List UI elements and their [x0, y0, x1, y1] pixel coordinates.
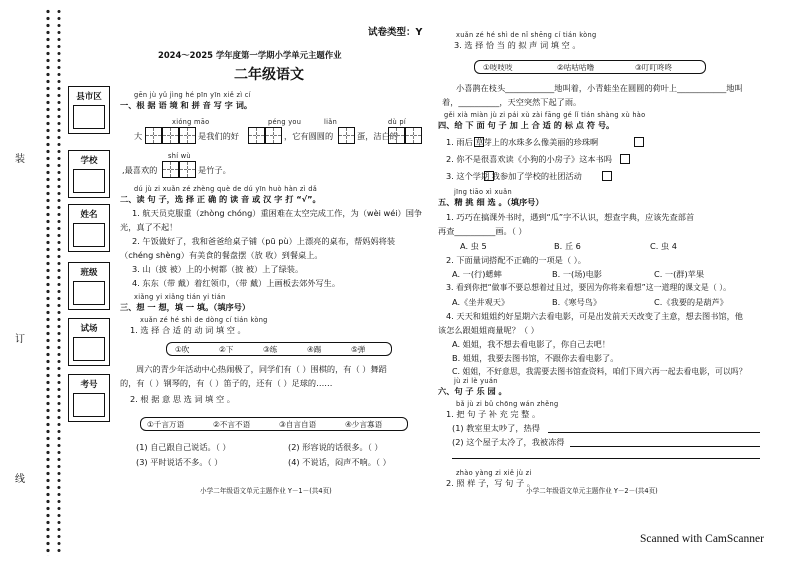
s1-l1-d: 蛋，洁白的 — [357, 131, 398, 141]
s5-q3-opt[interactable]: A.《坐井观天》 — [452, 297, 510, 307]
answer-line[interactable] — [548, 431, 760, 433]
s1-word-py-3: liǎn — [324, 118, 338, 126]
s5-q1-opt[interactable]: C. 虫 4 — [650, 241, 677, 251]
s1-l2-a: ,最喜欢的 — [122, 165, 158, 175]
onomatopoeia-option-1: ①吱吱吱 — [483, 63, 513, 72]
s3-para3-line: 小喜鹊在枝头____________地叫着，小青蛙坐在圆圆的荷叶上____________地叫 — [456, 83, 743, 93]
s3-sub1: 1. 选 择 合 适 的 动 词 填 空 。 — [130, 325, 246, 335]
tian-box[interactable] — [265, 127, 282, 144]
s3-sub1-py: xuǎn zé hé shì de dòng cí tián kòng — [140, 316, 268, 324]
s1-l2-b: 是竹子。 — [198, 165, 231, 175]
field-room: 试场 — [68, 318, 110, 366]
s2-pinyin: dú jù zi xuǎn zé zhèng què de dú yīn huò hàn zì dǎ — [134, 185, 318, 193]
s5-q4-opt[interactable]: B. 姐姐，我要去图书馆，不跟你去看电影了。 — [452, 353, 619, 363]
s2-heading: 二、读 句 子，选 择 正 确 的 读 音 或 汉 字 打 “√”。 — [120, 194, 321, 204]
s5-q2-opt[interactable]: A. 一(行)蟋蟀 — [452, 269, 502, 279]
s1-l1-b: 是我们的好 — [198, 131, 239, 141]
s5-q2-opt[interactable]: B. 一(场)电影 — [552, 269, 602, 279]
s6-item: (2) 这个屋子太冷了，我被冻得 — [452, 437, 565, 447]
s3-para3-line: 着，__________，天空突然下起了雨。 — [442, 97, 582, 107]
field-class: 班级 — [68, 262, 110, 310]
class-input[interactable] — [73, 281, 105, 305]
binding-char-3: 线 — [15, 474, 25, 485]
onomatopoeia-options-box — [474, 60, 706, 74]
tian-box[interactable] — [162, 161, 179, 178]
s3-item2: (4) 不说话，闷声不响。（ ） — [288, 457, 391, 467]
binding-strip — [0, 0, 110, 561]
punct-box[interactable] — [474, 137, 484, 147]
page-title: 二年级语文 — [234, 67, 304, 83]
verb-option-2: ②下 — [219, 345, 234, 354]
s5-q1-opt[interactable]: A. 虫 5 — [460, 241, 487, 251]
s3-para-line: 的，有（ ）钢琴的，有（ ）笛子的，还有（ ）足球的…… — [120, 378, 333, 388]
s5-pinyin: jīng tiāo xì xuǎn — [454, 188, 512, 196]
s3-sub3-py: xuǎn zé hé shì de nǐ shēng cí tián kòng — [456, 31, 597, 39]
s3-pinyin: xiǎng yi xiǎng tián yi tián — [134, 293, 226, 301]
s2-item: 4. 东东（带 戴）着红领巾，（带 戴）上画板去郊外写生。 — [132, 278, 341, 288]
tian-box[interactable] — [179, 127, 196, 144]
verb-option-5: ⑤弹 — [351, 345, 366, 354]
s5-q2: 2. 下面量词搭配不正确的一项是（ ）。 — [446, 255, 586, 265]
onomatopoeia-option-3: ③叮叮咚咚 — [635, 63, 673, 72]
s1-pinyin: gēn jù yǔ jìng hé pīn yīn xiě zì cí — [134, 91, 251, 99]
s3-item2: (1) 自己跟自己说话。（ ） — [136, 442, 231, 452]
s6-heading: 六、句 子 乐 园 。 — [438, 386, 507, 396]
s5-q4-line: 4. 天天和姐姐约好星期六去看电影，可是出发前天天改变了主意，想去图书馆，他 — [446, 311, 743, 321]
room-input[interactable] — [73, 337, 105, 361]
s6-sub2-py: zhào yàng zi xiě jù zi — [456, 469, 532, 477]
field-exam-no: 考号 — [68, 374, 110, 422]
s1-word-py-5: shí wù — [168, 152, 191, 160]
s4-pinyin: gěi xià miàn jù zi pái xù zài fāng gé lǐ tián shàng xù hào — [444, 111, 646, 119]
right-footer: 小学二年级语文单元主题作业 Y－2－(共4页) — [526, 487, 658, 495]
punct-box[interactable] — [484, 171, 494, 181]
left-page — [112, 0, 424, 561]
exam-type: 试卷类型：Y — [368, 27, 423, 38]
idiom-options-box — [140, 417, 408, 431]
tian-box[interactable] — [162, 127, 179, 144]
s3-para-line: 周六的青少年活动中心热闹极了，同学们有（ ）围棋的，有（ ）舞蹈 — [136, 364, 387, 374]
name-input[interactable] — [73, 223, 105, 247]
county-input[interactable] — [73, 105, 105, 129]
s5-q3: 3. 看到你把“做事不要总想着过且过，要因为你将来看想”这一道理的课文是（ ）。 — [446, 283, 732, 292]
binding-dots-inner — [55, 8, 63, 556]
idiom-option-3: ③自言自语 — [279, 420, 317, 429]
s3-item2: (2) 形容说的话很多。（ ） — [288, 442, 383, 452]
school-input[interactable] — [73, 169, 105, 193]
punct-box[interactable] — [602, 171, 612, 181]
verb-option-3: ③练 — [263, 345, 278, 354]
field-school: 学校 — [68, 150, 110, 198]
s2-item: 1. 航天员克服重（zhòng chóng）重困难在太空完成工作，为（wèi wéi）国争 — [132, 208, 423, 218]
idiom-option-1: ①千言万语 — [147, 420, 185, 429]
s6-item: (1) 教室里太吵了，热得 — [452, 423, 540, 433]
s2-item: （chéng shèng）有美食的餐盘摆（放 收）到餐桌上。 — [120, 250, 323, 260]
s3-heading: 三、想 一 想，填 一 填。（填序号） — [120, 302, 251, 312]
s1-word-py-4: dù pí — [388, 118, 406, 126]
s5-q4-line: 该怎么跟姐姐商量呢？（ ） — [438, 325, 539, 335]
s5-q4-opt[interactable]: A. 姐姐，我不想去看电影了，你自己去吧！ — [452, 339, 611, 349]
s3-sub3: 3. 选 择 恰 当 的 拟 声 词 填 空 。 — [454, 40, 581, 50]
s6-sub1: 1. 把 句 子 补 充 完 整 。 — [446, 409, 541, 419]
s4-item: 3. 这个学期 我参加了学校的社团活动 — [446, 171, 582, 181]
s5-q3-opt[interactable]: C.《我要的是葫芦》 — [654, 297, 728, 307]
tian-box[interactable] — [145, 127, 162, 144]
verb-option-4: ④踢 — [307, 345, 322, 354]
binding-char-2: 订 — [15, 334, 25, 345]
field-county: 县市区 — [68, 86, 110, 134]
answer-line[interactable] — [452, 457, 760, 459]
tian-box[interactable] — [248, 127, 265, 144]
s5-q3-opt[interactable]: B.《寒号鸟》 — [552, 297, 602, 307]
s5-heading: 五、精 挑 细 选 。（填序号） — [438, 197, 544, 207]
s6-sub2: 2. 照 样 子，写 句 子 。 — [446, 478, 535, 488]
s5-q1-opt[interactable]: B. 丘 6 — [554, 241, 581, 251]
s5-q1-line: 再查__________画。（ ） — [438, 226, 527, 236]
tian-box[interactable] — [405, 127, 422, 144]
s2-item: 3. 山（披 被）上的小树都（披 被）上了绿装。 — [132, 264, 304, 274]
exam-no-input[interactable] — [73, 393, 105, 417]
s5-q1-line: 1. 巧巧在搞课外书时，遇到“瓜”字不认识，想查字典，应该先查部首 — [446, 212, 695, 222]
tian-box[interactable] — [338, 127, 355, 144]
punct-box[interactable] — [620, 154, 630, 164]
s1-heading: 一、根 据 语 境 和 拼 音 写 字 词。 — [120, 100, 253, 110]
scanner-watermark: Scanned with CamScanner — [640, 533, 764, 545]
idiom-option-4: ④少言寡语 — [345, 420, 383, 429]
subtitle: 2024～2025 学年度第一学期小学单元主题作业 — [158, 50, 342, 60]
onomatopoeia-option-2: ②咕咕咕噜 — [557, 63, 595, 72]
field-name: 姓名 — [68, 204, 110, 252]
s1-word-py-1: xióng māo — [172, 118, 210, 126]
tian-box[interactable] — [388, 127, 405, 144]
s4-heading: 四、给 下 面 句 子 加 上 合 适 的 标 点 符 号。 — [438, 120, 615, 130]
s1-l1-c: ，它有圆圆的 — [284, 131, 334, 141]
s5-q2-opt[interactable]: C. 一(群)苹果 — [654, 269, 705, 279]
s3-item2: (3) 平时说话不多。（ ） — [136, 457, 223, 467]
s1-l1-a: 大 — [134, 131, 143, 141]
s6-pinyin: jù zi lè yuán — [454, 377, 498, 385]
right-page — [430, 0, 770, 561]
answer-line[interactable] — [570, 445, 760, 447]
binding-char-1: 装 — [15, 154, 25, 165]
s2-item: 光，真了不起！ — [120, 222, 178, 232]
s2-item: 2. 午饭做好了，我和爸爸给桌子铺（pū pù）上漂亮的桌布，帮妈妈将装 — [132, 236, 396, 246]
s5-q4-opt[interactable]: C. 姐姐，不好意思，我需要去图书馆查资料，咱们下周六再一起去看电影，可以吗？ — [452, 367, 747, 376]
verb-option-1: ①吹 — [175, 345, 190, 354]
tian-box[interactable] — [179, 161, 196, 178]
binding-dots — [44, 8, 52, 556]
s3-sub2: 2. 根 据 意 思 选 词 填 空 。 — [130, 394, 235, 404]
s6-sub1-py: bǎ jù zi bǔ chōng wán zhěng — [456, 400, 559, 408]
s4-item: 2. 你不是很喜欢读《小狗的小房子》这本书吗 — [446, 154, 612, 164]
s4-item: 1. 雨后 草芽上的水珠多么像美丽的珍珠啊 — [446, 137, 599, 147]
left-footer: 小学二年级语文单元主题作业 Y－1－(共4页) — [200, 487, 332, 495]
s1-word-py-2: péng you — [268, 118, 302, 126]
idiom-option-2: ②不言不语 — [213, 420, 251, 429]
punct-box[interactable] — [634, 137, 644, 147]
verb-options-box — [166, 342, 392, 356]
